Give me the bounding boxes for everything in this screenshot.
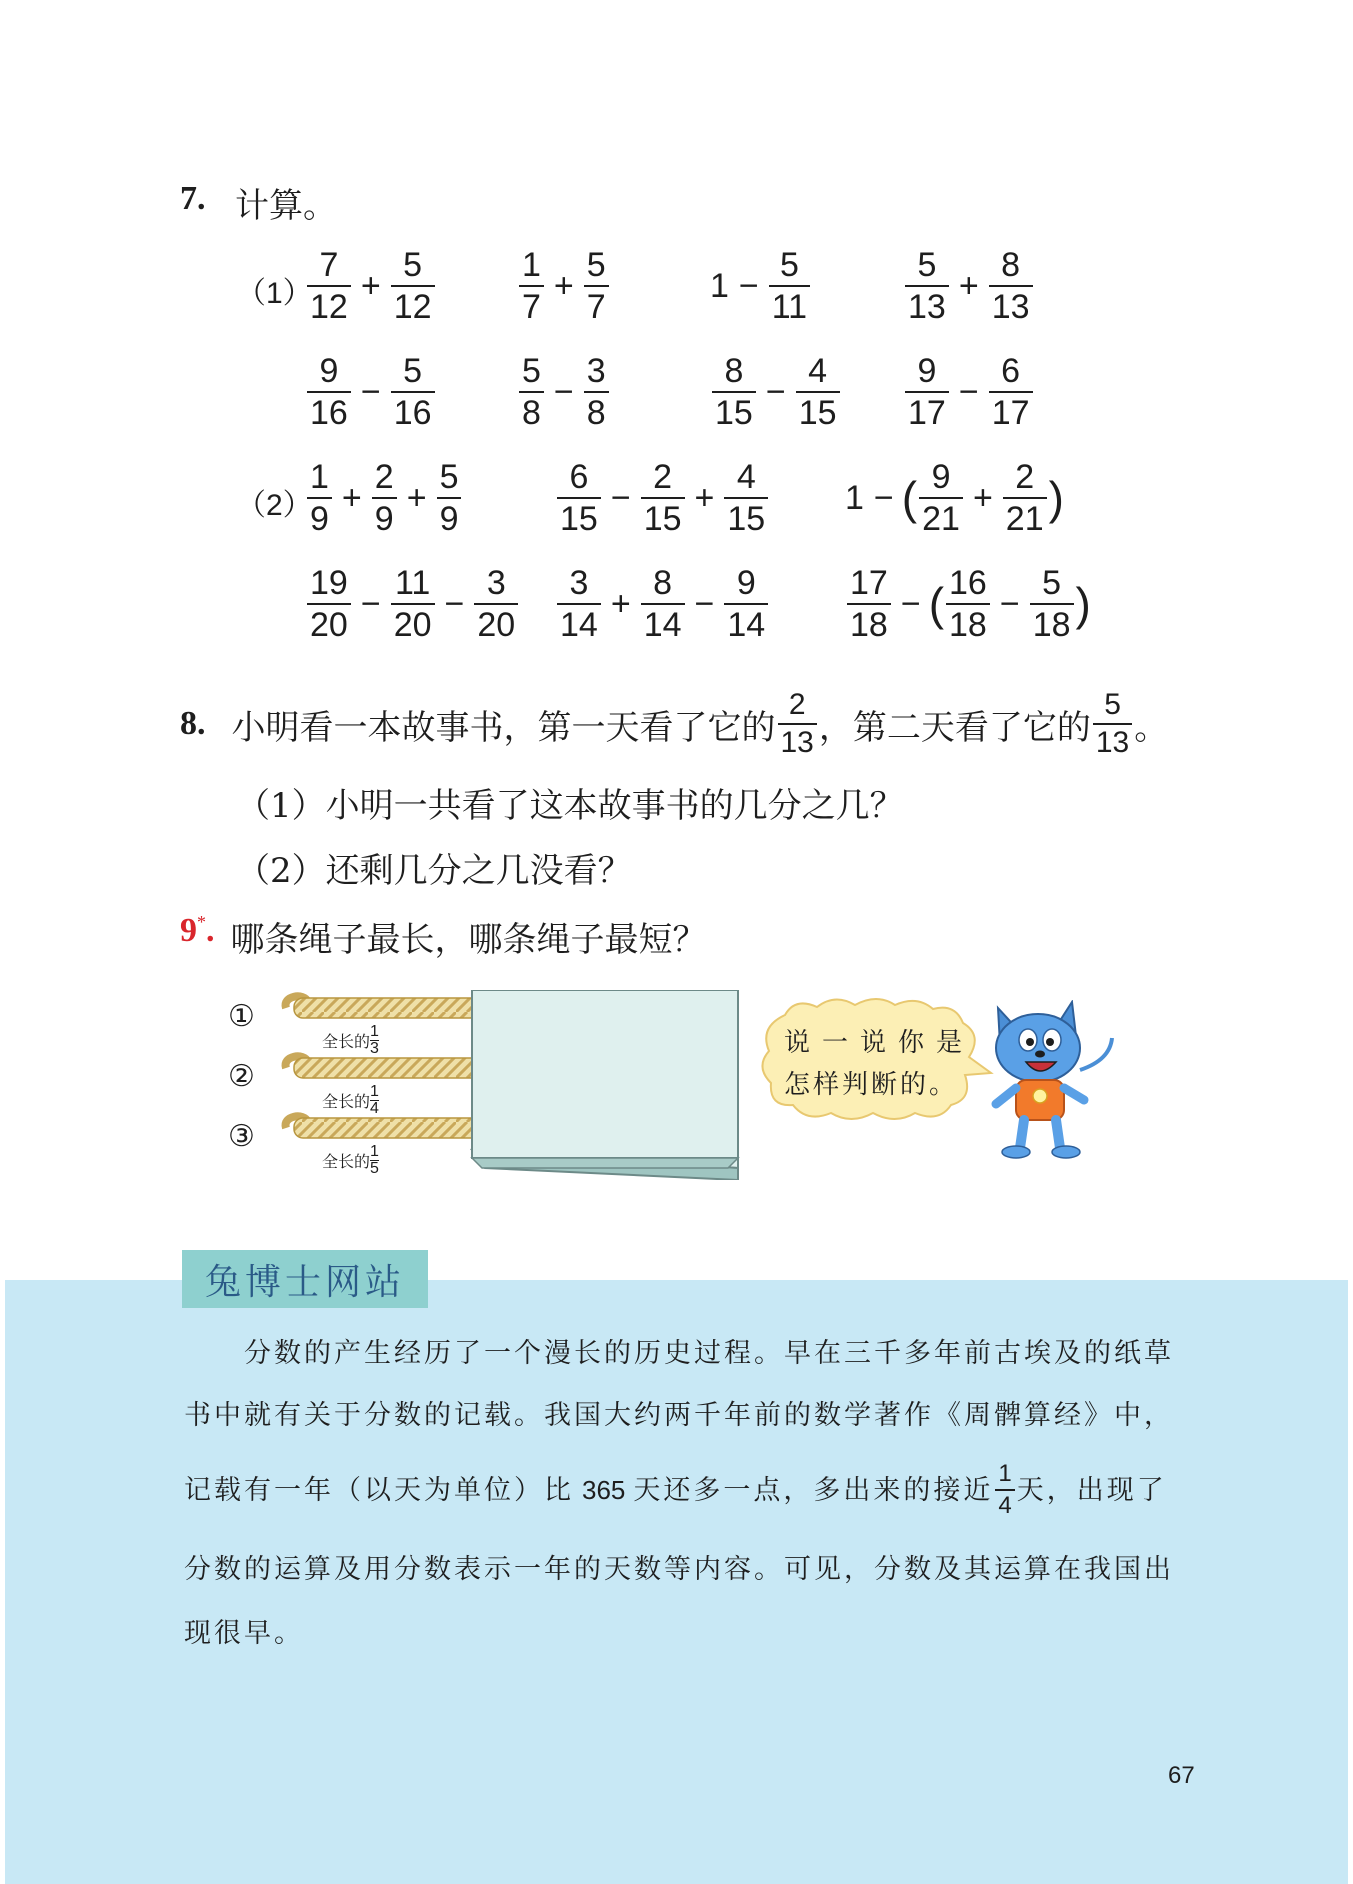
fraction-denominator: 20 <box>474 603 518 642</box>
fraction-denominator: 13 <box>1093 723 1132 758</box>
panel-line-3-a: 记载有一年（以天为单位）比 <box>184 1474 574 1506</box>
integer: 1 <box>845 478 864 517</box>
fraction-numerator: 1 <box>370 1143 379 1160</box>
fraction <box>474 566 518 642</box>
fraction <box>769 248 810 324</box>
fraction-numerator: 9 <box>917 352 937 390</box>
fraction-denominator: 15 <box>557 497 601 536</box>
rope-2-mark: ② <box>228 1059 255 1094</box>
question-8-sub-1: （1）小明一共看了这本故事书的几分之几？ <box>236 786 904 826</box>
integer: 1 <box>710 266 729 305</box>
fraction-numerator: 2 <box>653 458 673 496</box>
fraction <box>1003 460 1047 536</box>
fraction-numerator: 5 <box>403 352 423 390</box>
fraction-denominator: 15 <box>712 391 756 430</box>
rope-1 <box>286 996 494 1018</box>
fraction-numerator: 5 <box>1042 564 1062 602</box>
panel-line-3-c: 天，出现了 <box>1016 1474 1167 1506</box>
fraction-numerator: 6 <box>1001 352 1021 390</box>
operator: + <box>360 266 381 305</box>
fraction <box>391 248 435 324</box>
fraction <box>847 566 891 642</box>
fraction <box>919 460 963 536</box>
expression <box>710 248 812 324</box>
fraction-numerator: 5 <box>522 352 541 390</box>
panel-line-3-fraction <box>995 1462 1014 1518</box>
question-9-star: * <box>197 912 206 932</box>
parenthesis: ) <box>1075 578 1091 630</box>
fraction <box>557 566 601 642</box>
fraction-numerator: 9 <box>736 564 756 602</box>
fraction-numerator: 9 <box>319 352 339 390</box>
fraction-numerator: 3 <box>569 564 589 602</box>
fraction <box>724 566 768 642</box>
fraction <box>519 248 544 324</box>
fraction-numerator: 3 <box>586 352 606 390</box>
expression <box>845 460 1064 536</box>
fraction-denominator: 15 <box>796 391 840 430</box>
rope-3-fraction <box>370 1144 379 1177</box>
operator: + <box>610 584 631 623</box>
question-8-text-a: 小明看一本故事书，第一天看了它的 <box>231 707 776 748</box>
fraction <box>989 354 1033 430</box>
fraction-denominator: 13 <box>989 285 1033 324</box>
operator: + <box>958 266 979 305</box>
fraction-denominator: 14 <box>557 603 601 642</box>
operator: − <box>610 478 631 517</box>
fraction-denominator: 7 <box>584 285 609 324</box>
fraction-numerator: 2 <box>1015 458 1035 496</box>
fraction-numerator: 2 <box>788 688 806 721</box>
fraction-denominator: 11 <box>769 285 810 324</box>
fraction-numerator: 6 <box>569 458 589 496</box>
question-9-text: 哪条绳子最长，哪条绳子最短？ <box>230 920 707 960</box>
operator: − <box>444 584 465 623</box>
operator: + <box>406 478 427 517</box>
operator: − <box>694 584 715 623</box>
fraction-numerator: 11 <box>394 564 431 602</box>
fraction <box>584 354 609 430</box>
fraction-denominator: 9 <box>307 497 332 536</box>
panel-line-4: 分数的运算及用分数表示一年的天数等内容。可见，分数及其运算在我国出 <box>184 1554 1174 1585</box>
fraction <box>796 354 840 430</box>
fraction-denominator: 17 <box>989 391 1033 430</box>
question-8-fraction-b <box>1093 690 1132 758</box>
fraction <box>307 566 351 642</box>
fraction-numerator: 1 <box>370 1083 379 1100</box>
fraction-numerator: 8 <box>653 564 673 602</box>
fraction <box>905 354 949 430</box>
fraction <box>712 354 756 430</box>
speech-bubble-line-2: 怎样判断的。 <box>784 1070 959 1100</box>
operator: − <box>958 372 979 411</box>
rope-3 <box>286 1116 494 1138</box>
fraction <box>372 460 397 536</box>
fraction-numerator: 9 <box>931 458 951 496</box>
rope-3-label <box>322 1144 379 1177</box>
fraction <box>557 460 601 536</box>
fraction <box>724 460 768 536</box>
fraction-denominator: 13 <box>905 285 949 324</box>
fraction-numerator: 5 <box>439 458 459 496</box>
rope-1-fraction <box>370 1024 379 1057</box>
fraction <box>519 354 544 430</box>
speech-bubble <box>755 995 995 1125</box>
fraction-denominator: 21 <box>919 497 963 536</box>
operator: − <box>900 584 921 623</box>
fraction-numerator: 19 <box>310 564 348 602</box>
parenthesis: ) <box>1048 472 1064 524</box>
panel-line-3-number: 365 <box>582 1475 626 1505</box>
question-9-number: 9 <box>180 912 197 949</box>
fraction-denominator: 9 <box>372 497 397 536</box>
fraction-denominator: 3 <box>370 1040 379 1057</box>
panel-line-3-b: 天还多一点，多出来的接近 <box>633 1474 994 1506</box>
question-8-text-c: 。 <box>1134 707 1169 748</box>
rope-label-text: 全长的 <box>322 1032 371 1051</box>
expression <box>517 248 611 324</box>
fraction-denominator: 9 <box>437 497 462 536</box>
operator: + <box>972 478 993 517</box>
part-2-label: （2） <box>236 489 313 522</box>
fraction-denominator: 17 <box>905 391 949 430</box>
expression <box>517 354 611 430</box>
rope-2-fraction <box>370 1084 379 1117</box>
question-9-dot: . <box>206 912 215 949</box>
fraction-denominator: 18 <box>946 603 990 642</box>
website-title-tag: 兔博士网站 <box>182 1250 428 1308</box>
fraction-numerator: 8 <box>724 352 744 390</box>
operator: − <box>360 372 381 411</box>
operator: − <box>553 372 574 411</box>
fraction-denominator: 4 <box>995 1489 1014 1518</box>
question-9 <box>180 912 707 961</box>
rope-label-text: 全长的 <box>322 1092 371 1111</box>
cover-box <box>472 990 738 1180</box>
fraction <box>1030 566 1074 642</box>
fraction-denominator: 15 <box>641 497 685 536</box>
fraction-numerator: 8 <box>1001 246 1021 284</box>
fraction-denominator: 16 <box>391 391 435 430</box>
expression <box>305 566 520 642</box>
fraction-denominator: 7 <box>519 285 544 324</box>
fraction-denominator: 18 <box>847 603 891 642</box>
cartoon-cat-illustration <box>980 1000 1120 1160</box>
expression <box>555 460 770 536</box>
question-7-title: 计算。 <box>235 186 337 226</box>
panel-line-5: 现很早。 <box>184 1618 304 1649</box>
fraction-denominator: 5 <box>370 1160 379 1177</box>
fraction-denominator: 16 <box>307 391 351 430</box>
fraction-numerator: 17 <box>850 564 888 602</box>
expression <box>305 460 463 536</box>
fraction-numerator: 4 <box>736 458 756 496</box>
speech-bubble-line-1: 说一说你是 <box>784 1028 975 1058</box>
fraction-denominator: 20 <box>307 603 351 642</box>
fraction <box>391 566 435 642</box>
fraction-denominator: 8 <box>519 391 544 430</box>
fraction <box>905 248 949 324</box>
fraction-denominator: 20 <box>391 603 435 642</box>
fraction-numerator: 5 <box>403 246 423 284</box>
panel-line-1: 分数的产生经历了一个漫长的历史过程。早在三千多年前古埃及的纸草 <box>244 1338 1174 1369</box>
question-8-number: 8. <box>180 705 206 742</box>
fraction <box>307 248 351 324</box>
fraction-numerator: 3 <box>486 564 506 602</box>
fraction-numerator: 1 <box>310 458 329 496</box>
operator: − <box>360 584 381 623</box>
rope-2-label <box>322 1084 379 1117</box>
expression <box>305 354 437 430</box>
fraction <box>584 248 609 324</box>
panel-line-2: 书中就有关于分数的记载。我国大约两千年前的数学著作《周髀算经》中， <box>184 1400 1174 1431</box>
fraction <box>391 354 435 430</box>
operator: + <box>553 266 574 305</box>
fraction <box>946 566 990 642</box>
fraction-numerator: 4 <box>808 352 828 390</box>
rope-2 <box>286 1056 494 1078</box>
operator: − <box>873 478 894 517</box>
fraction <box>989 248 1033 324</box>
expression <box>305 248 437 324</box>
expression <box>555 566 770 642</box>
fraction <box>641 566 685 642</box>
expression <box>710 354 842 430</box>
operator: + <box>341 478 362 517</box>
fraction-numerator: 1 <box>370 1023 379 1040</box>
fraction-numerator: 16 <box>949 564 987 602</box>
rope-1-mark: ① <box>228 999 255 1034</box>
fraction-denominator: 13 <box>778 723 817 758</box>
fraction-numerator: 5 <box>586 246 606 284</box>
part-1-label: （1） <box>236 277 313 310</box>
operator: + <box>694 478 715 517</box>
fraction <box>307 354 351 430</box>
expression <box>845 566 1091 642</box>
rope-1-label <box>322 1024 379 1057</box>
fraction <box>437 460 462 536</box>
rope-3-mark: ③ <box>228 1119 255 1154</box>
fraction-numerator: 2 <box>374 458 394 496</box>
fraction-numerator: 5 <box>1104 688 1121 721</box>
question-8-text-b: ，第二天看了它的 <box>818 707 1091 748</box>
fraction-numerator: 5 <box>779 246 799 284</box>
fraction-numerator: 7 <box>319 246 339 284</box>
expression <box>903 248 1035 324</box>
fraction-denominator: 12 <box>391 285 435 324</box>
parenthesis: ( <box>901 472 918 524</box>
expression <box>903 354 1035 430</box>
rope-label-text: 全长的 <box>322 1152 371 1171</box>
operator: − <box>765 372 786 411</box>
fraction-denominator: 14 <box>724 603 768 642</box>
fraction-denominator: 21 <box>1003 497 1047 536</box>
question-8 <box>180 690 1168 758</box>
fraction-numerator: 1 <box>522 246 541 284</box>
question-7-number: 7. <box>180 180 206 217</box>
operator: − <box>999 584 1020 623</box>
fraction-numerator: 1 <box>998 1460 1012 1487</box>
fraction-denominator: 12 <box>307 285 351 324</box>
fraction <box>641 460 685 536</box>
question-8-sub-2: （2）还剩几分之几没看？ <box>236 851 632 891</box>
fraction-denominator: 15 <box>724 497 768 536</box>
fraction-denominator: 4 <box>370 1100 379 1117</box>
parenthesis: ( <box>928 578 945 630</box>
question-8-fraction-a <box>778 690 817 758</box>
fraction-denominator: 14 <box>641 603 685 642</box>
fraction-numerator: 5 <box>917 246 937 284</box>
fraction-denominator: 18 <box>1030 603 1074 642</box>
page-number: 67 <box>1168 1762 1195 1789</box>
fraction <box>307 460 332 536</box>
fraction-denominator: 8 <box>584 391 609 430</box>
operator: − <box>738 266 759 305</box>
panel-line-3 <box>184 1462 1167 1518</box>
